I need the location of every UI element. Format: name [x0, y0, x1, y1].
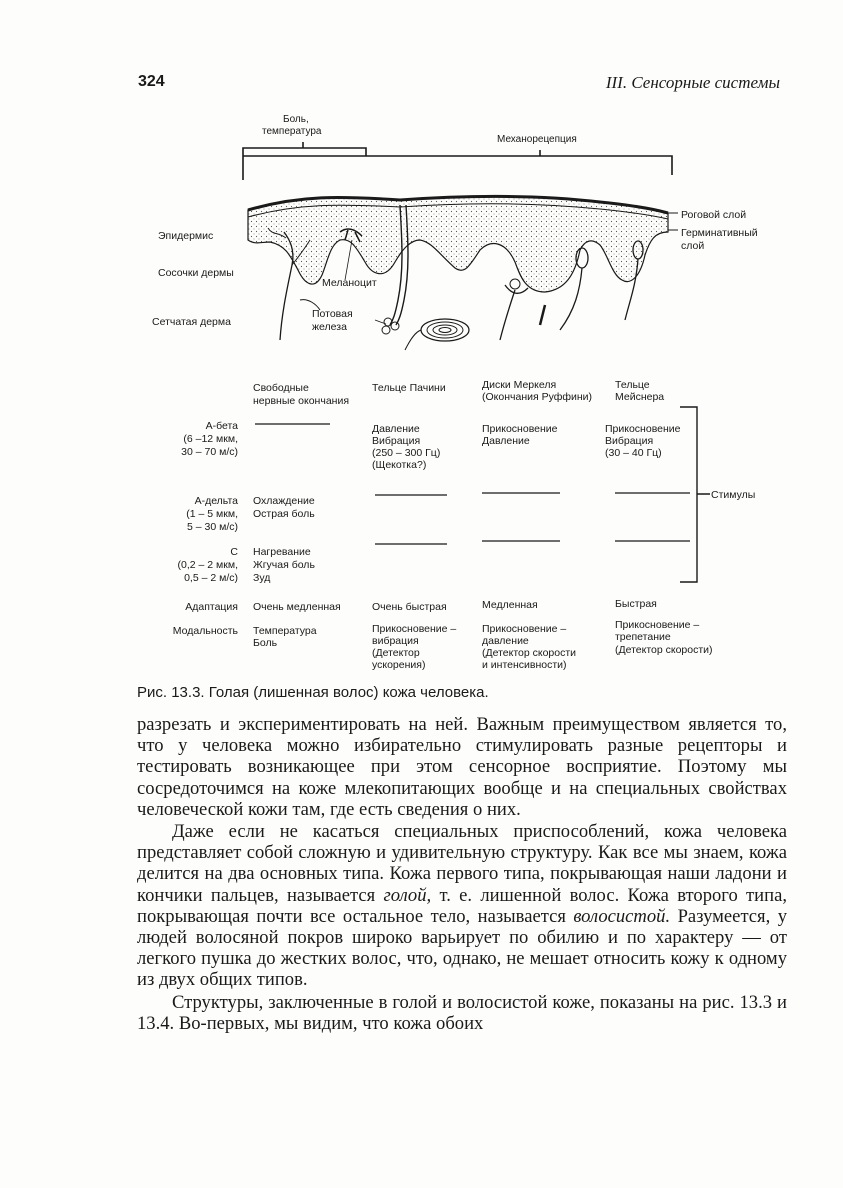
adapt-pacini: Очень быстрая — [372, 601, 447, 613]
col-pacini: Тельце Пачини — [372, 382, 446, 394]
fiber-adelta-2: (1 – 5 мкм, — [186, 508, 238, 520]
label-reticular: Сетчатая дерма — [152, 316, 231, 328]
cell-free-sharp: Острая боль — [253, 508, 315, 520]
label-mechano: Механорецепция — [497, 134, 577, 145]
cell-free-heat: Нагревание — [253, 546, 311, 558]
adapt-meissner: Быстрая — [615, 598, 657, 610]
stimuli-label: Стимулы — [711, 489, 756, 501]
cell-pacini-1: Давление — [372, 423, 420, 435]
p2-italic-naked: голой, — [383, 884, 432, 906]
col-meissner-2: Мейснера — [615, 391, 665, 403]
cell-pacini-4: (Щекотка?) — [372, 459, 427, 471]
mod-pacini-3: (Детектор — [372, 647, 420, 659]
top-brackets — [243, 142, 672, 180]
mod-free-2: Боль — [253, 637, 278, 649]
p2-part-e: Разумеется, у людей волосяной покров широко варьирует по обилию и по характеру — от легкого пушка до жестких волос, что, однако, не мешает относить кожу к одному из двух общих типов. — [137, 905, 788, 991]
mod-free-1: Температура — [253, 625, 317, 637]
mod-pacini-4: ускорения) — [372, 659, 426, 671]
mod-merkel-4: и интенсивности) — [482, 659, 567, 671]
mod-merkel-1: Прикосновение – — [482, 623, 567, 635]
col-meissner-1: Тельце — [615, 379, 650, 391]
mod-meissner-3: (Детектор скорости) — [615, 644, 713, 656]
label-melanocyte: Меланоцит — [322, 277, 377, 289]
fiber-abeta-3: 30 – 70 м/с) — [181, 446, 238, 458]
modality-label: Модальность — [172, 625, 238, 637]
col-free-1: Свободные — [253, 382, 309, 394]
fiber-c-3: 0,5 – 2 м/с) — [184, 572, 238, 584]
mod-merkel-2: давление — [482, 635, 529, 647]
p2-part-c: т. е. лишенной волос. Кожа второго типа, покрывающая почти все остальное тело, называется — [137, 884, 787, 927]
col-merkel-1: Диски Меркеля — [482, 379, 557, 391]
adapt-merkel: Медленная — [482, 599, 538, 611]
label-papillae: Сосочки дермы — [158, 267, 234, 279]
chapter-title: III. Сенсорные системы — [605, 73, 780, 92]
cell-free-cool: Охлаждение — [253, 495, 315, 507]
label-germinative-2: слой — [681, 240, 705, 252]
label-pain-1: Боль, — [283, 114, 309, 125]
cell-meissner-2: Вибрация — [605, 435, 654, 447]
col-free-2: нервные окончания — [253, 395, 350, 407]
adapt-free: Очень медленная — [253, 601, 341, 613]
mod-meissner-2: трепетание — [615, 631, 671, 643]
figure-caption: Рис. 13.3. Голая (лишенная волос) кожа человека. — [137, 684, 489, 701]
fiber-adelta-1: А-дельта — [194, 495, 238, 507]
mod-pacini-2: вибрация — [372, 635, 419, 647]
p2-italic-hairy: волосистой. — [573, 905, 671, 927]
label-sweat-2: железа — [312, 321, 347, 333]
cell-merkel-2: Давление — [482, 435, 530, 447]
fiber-c-1: С — [230, 546, 238, 558]
label-horny-layer: Роговой слой — [681, 209, 747, 221]
fiber-adelta-3: 5 – 30 м/с) — [187, 521, 238, 533]
paragraph-1: разрезать и экспериментировать на ней. Важным преимуществом является то, что у человека можно избирательно стимулировать разные рецепторы и тестировать возникающее при этом сенсорное восприятие. Поэтому мы сосредоточимся на коже млекопитающих вообще и на специальных свойствах человеческой кожи там, где есть сведения о них. — [137, 714, 787, 820]
cell-merkel-1: Прикосновение — [482, 423, 558, 435]
p2-part-a: Даже если не касаться специальных приспособлений, кожа человека представляет собой сложную и удивительную структуру. Как все мы знаем, кожа делится на два основных типа. Кожа первого типа, покрывающая наши ладони и кончики пальцев, называется — [137, 821, 787, 906]
cell-meissner-1: Прикосновение — [605, 423, 681, 435]
mod-merkel-3: (Детектор скорости — [482, 647, 577, 659]
fiber-abeta-2: (6 –12 мкм, — [183, 433, 238, 445]
body-text — [137, 714, 787, 1034]
fiber-c-2: (0,2 – 2 мкм, — [177, 559, 238, 571]
label-pain-2: температура — [262, 126, 322, 137]
mod-pacini-1: Прикосновение – — [372, 623, 457, 635]
label-germinative-1: Герминативный — [681, 227, 758, 239]
paragraph-2 — [137, 821, 787, 991]
cell-free-itch: Зуд — [253, 572, 271, 584]
col-merkel-2: (Окончания Руффини) — [482, 391, 593, 403]
paragraph-3: Структуры, заключенные в голой и волосистой коже, показаны на рис. 13.3 и 13.4. Во-первых, мы видим, что кожа обоих — [137, 991, 787, 1034]
page-number: 324 — [138, 73, 165, 90]
label-sweat-1: Потовая — [312, 308, 353, 320]
adaptation-label: Адаптация — [185, 601, 238, 613]
cell-pacini-2: Вибрация — [372, 435, 421, 447]
cell-pacini-3: (250 – 300 Гц) — [372, 447, 441, 459]
cell-free-burn: Жгучая боль — [253, 559, 315, 571]
label-epidermis: Эпидермис — [158, 230, 214, 242]
mod-meissner-1: Прикосновение – — [615, 619, 700, 631]
cell-meissner-3: (30 – 40 Гц) — [605, 447, 662, 459]
fiber-abeta-1: А-бета — [205, 420, 238, 432]
